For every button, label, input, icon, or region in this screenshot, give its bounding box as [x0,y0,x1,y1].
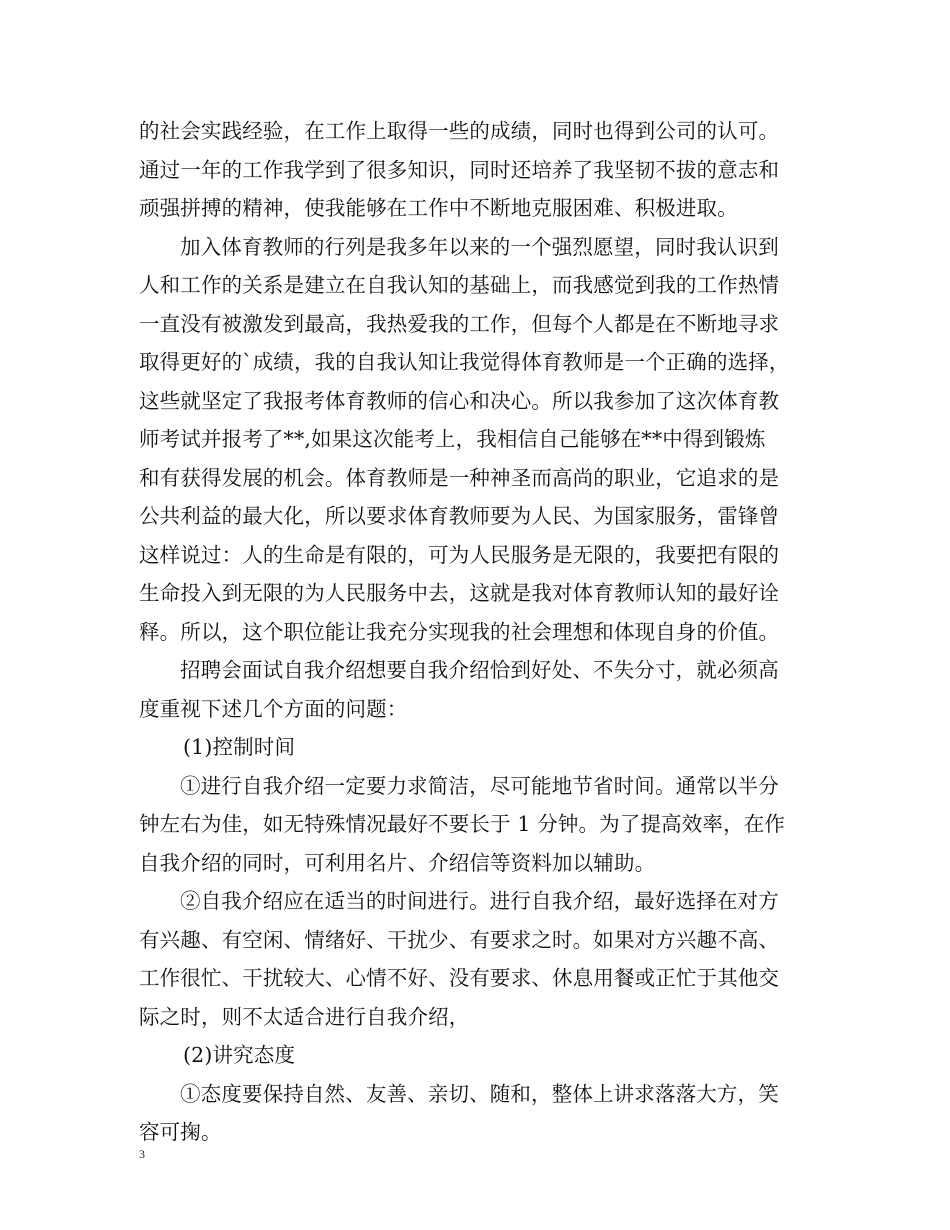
text-line: 人和工作的关系是建立在自我认知的基础上，而我感觉到我的工作热情 [139,273,780,297]
text-line: 度重视下述几个方面的问题： [139,696,408,721]
text-line: 际之时，则不太适合进行自我介绍， [139,1004,470,1029]
text-line: 工作很忙、干扰较大、心情不好、没有要求、休息用餐或正忙于其他交 [139,966,780,990]
text-line: 钟左右为佳，如无特殊情况最好不要长于 1 分钟。为了提高效率，在作 [139,812,786,836]
text-line: 这样说过：人的生命是有限的，可为人民服务是无限的，我要把有限的 [139,542,780,567]
text-line: 生命投入到无限的为人民服务中去，这就是我对体育教师认知的最好诠 [139,581,780,605]
text-line: 取得更好的`成绩，我的自我认知让我觉得体育教师是一个正确的选择， [139,350,790,374]
text-line: 释。所以，这个职位能让我充分实现我的社会理想和体现自身的价值。 [139,619,780,644]
text-line: 容可掬。 [139,1120,222,1144]
paragraph-first-line: ①进行自我介绍一定要力求简洁，尽可能地节省时间。通常以半分 [180,773,779,798]
section-heading: (2)讲究态度 [183,1043,296,1067]
text-line: 师考试并报考了**,如果这次能考上，我相信自己能够在**中得到锻炼 [139,427,766,451]
text-line: 公共利益的最大化，所以要求体育教师要为人民、为国家服务，雷锋曾 [139,504,780,528]
paragraph-first-line: ①态度要保持自然、友善、亲切、随和，整体上讲求落落大方，笑 [180,1081,779,1106]
page-number: 3 [139,1147,145,1161]
paragraph-first-line: 加入体育教师的行列是我多年以来的一个强烈愿望，同时我认识到 [180,234,779,259]
paragraph-first-line: 招聘会面试自我介绍想要自我介绍恰到好处、不失分寸，就必须高 [180,658,779,682]
text-line: 的社会实践经验，在工作上取得一些的成绩，同时也得到公司的认可。 [139,119,780,143]
text-line: 自我介绍的同时，可利用名片、介绍信等资料加以辅助。 [139,850,656,875]
text-line: 有兴趣、有空闲、情绪好、干扰少、有要求之时。如果对方兴趣不高、 [139,927,780,952]
text-line: 和有获得发展的机会。体育教师是一种神圣而高尚的职业，它追求的是 [139,465,780,490]
text-line: 一直没有被激发到最高，我热爱我的工作，但每个人都是在不断地寻求 [139,311,780,336]
paragraph-first-line: ②自我介绍应在适当的时间进行。进行自我介绍，最好选择在对方 [180,889,779,913]
section-heading: (1)控制时间 [183,735,296,759]
text-line: 通过一年的工作我学到了很多知识，同时还培养了我坚韧不拔的意志和 [139,157,780,182]
document-body [139,112,815,1152]
text-line: 顽强拼搏的精神，使我能够在工作中不断地克服困难、积极进取。 [139,196,738,220]
text-line: 这些就坚定了我报考体育教师的信心和决心。所以我参加了这次体育教 [139,388,780,413]
